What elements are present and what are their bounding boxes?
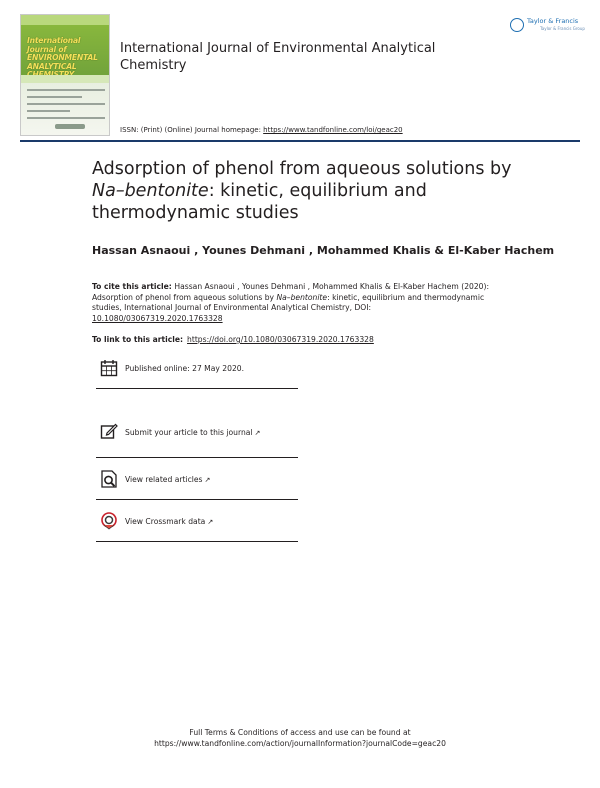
crossmark-icon bbox=[100, 512, 118, 530]
search-icon bbox=[100, 470, 118, 488]
issn-line bbox=[120, 126, 403, 134]
footer-terms-link[interactable]: https://www.tandfonline.com/action/journalInformation?journalCode=geac20 bbox=[154, 739, 446, 748]
citation-doi-link[interactable]: 10.1080/03067319.2020.1763328 bbox=[92, 313, 223, 323]
publisher-logo[interactable] bbox=[510, 16, 586, 36]
footer-terms-text: Full Terms & Conditions of access and use can be found at bbox=[189, 728, 411, 737]
article-link-label: To link to this article: bbox=[92, 335, 184, 344]
cover-title: International Journal of ENVIRONMENTAL ANALYTICAL bbox=[27, 36, 98, 71]
external-link-icon: ↗ bbox=[254, 429, 261, 437]
journal-cover bbox=[20, 14, 110, 136]
external-link-icon: ↗ bbox=[207, 518, 214, 526]
citation-label: To cite this article: bbox=[92, 282, 175, 291]
publisher-tagline: Taylor & Francis Group bbox=[540, 26, 585, 31]
published-online-row bbox=[96, 346, 298, 389]
journal-homepage-link[interactable]: https://www.tandfonline.com/loi/geac20 bbox=[263, 126, 403, 134]
citation-italic: Na–bentonite bbox=[276, 292, 328, 302]
cover-publisher-logo bbox=[55, 124, 85, 129]
article-title bbox=[92, 158, 532, 224]
published-online-text: Published online: 27 May 2020. bbox=[125, 364, 245, 373]
footer bbox=[0, 727, 600, 749]
calendar-icon bbox=[100, 359, 118, 377]
publisher-logo-icon bbox=[510, 18, 524, 32]
related-articles-text: View related articles bbox=[125, 475, 203, 484]
article-doi-url[interactable]: https://doi.org/10.1080/03067319.2020.1763328 bbox=[187, 335, 374, 344]
submit-article-link[interactable] bbox=[125, 428, 260, 437]
journal-name: International Journal of Environmental Analytical Chemistry bbox=[120, 41, 436, 73]
crossmark-row[interactable] bbox=[96, 499, 298, 542]
crossmark-link[interactable] bbox=[125, 517, 213, 526]
cover-band bbox=[21, 75, 109, 83]
cover-top-band bbox=[21, 15, 109, 25]
edit-icon bbox=[100, 422, 118, 440]
submit-article-row[interactable] bbox=[96, 388, 298, 458]
related-articles-row[interactable] bbox=[96, 457, 298, 500]
issn-label: ISSN: (Print) (Online) Journal homepage: bbox=[120, 126, 264, 134]
related-articles-link[interactable] bbox=[125, 475, 210, 484]
external-link-icon: ↗ bbox=[204, 476, 211, 484]
crossmark-text: View Crossmark data bbox=[125, 517, 206, 526]
article-title-part1: Adsorption of phenol from aqueous solutions by bbox=[92, 159, 512, 179]
citation-text-1: Hassan Asnaoui , Younes Dehmani , Mohammed Khalis & El-Kaber Hachem (2020): Adsorption of phenol from aqueous solutions by bbox=[92, 282, 490, 302]
submit-article-text: Submit your article to this journal bbox=[125, 428, 253, 437]
article-title-part2: : kinetic, equilibrium and thermodynamic studies bbox=[92, 181, 427, 223]
article-title-italic: Na–bentonite bbox=[92, 181, 209, 201]
article-link-line bbox=[92, 335, 374, 344]
citation-text-2: : kinetic, equilibrium and thermodynamic studies, International Journal of Environmental Analytical Chemistry, DOI: bbox=[92, 292, 485, 313]
cover-text-lines bbox=[27, 89, 105, 124]
publisher-name: Taylor & Francis bbox=[527, 17, 579, 25]
header-divider bbox=[20, 140, 580, 142]
article-authors: Hassan Asnaoui , Younes Dehmani , Mohammed Khalis & El-Kaber Hachem bbox=[92, 244, 555, 257]
citation-block bbox=[92, 282, 512, 324]
